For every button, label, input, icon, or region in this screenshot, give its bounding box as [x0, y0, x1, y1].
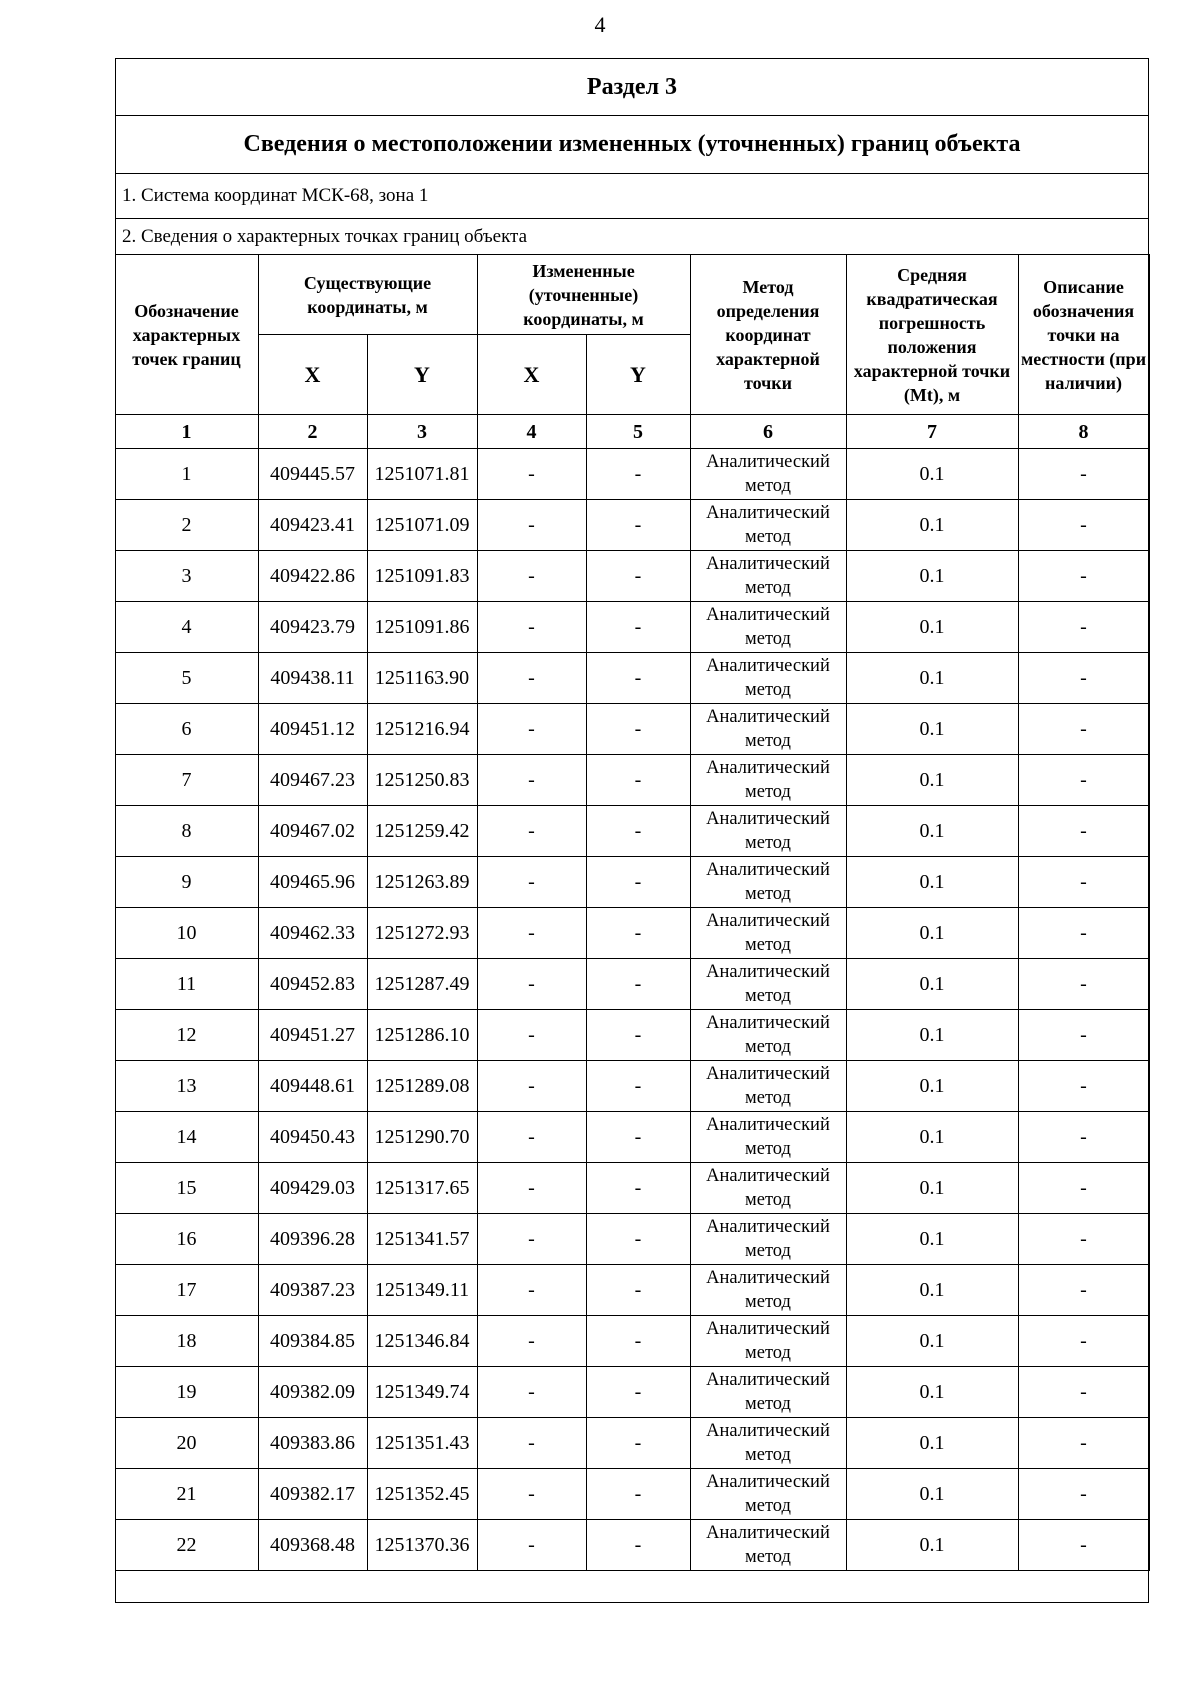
method-cell: Аналитический метод [690, 1112, 846, 1163]
point-number-cell: 2 [115, 500, 258, 551]
changed-y-cell: - [586, 959, 690, 1010]
changed-x-cell: - [477, 1010, 586, 1061]
existing-y-cell: 1251071.09 [367, 500, 477, 551]
error-cell: 0.1 [846, 551, 1018, 602]
method-cell: Аналитический метод [690, 449, 846, 500]
existing-y-cell: 1251272.93 [367, 908, 477, 959]
description-cell: - [1018, 959, 1149, 1010]
description-cell: - [1018, 1520, 1149, 1571]
changed-y-cell: - [586, 908, 690, 959]
changed-x-cell: - [477, 959, 586, 1010]
header-designation: Обозначение характерных точек границ [115, 255, 258, 415]
changed-y-cell: - [586, 1214, 690, 1265]
existing-x-cell: 409423.79 [258, 602, 367, 653]
existing-y-cell: 1251349.74 [367, 1367, 477, 1418]
table-row [115, 704, 1149, 755]
column-number: 5 [586, 415, 690, 449]
point-number-cell: 19 [115, 1367, 258, 1418]
point-number-cell: 5 [115, 653, 258, 704]
existing-y-cell: 1251352.45 [367, 1469, 477, 1520]
table-row [115, 1010, 1149, 1061]
changed-y-cell: - [586, 755, 690, 806]
description-cell: - [1018, 1316, 1149, 1367]
changed-x-cell: - [477, 806, 586, 857]
changed-y-cell: - [586, 806, 690, 857]
point-number-cell: 1 [115, 449, 258, 500]
error-cell: 0.1 [846, 1469, 1018, 1520]
description-cell: - [1018, 1010, 1149, 1061]
changed-x-cell: - [477, 602, 586, 653]
method-cell: Аналитический метод [690, 1367, 846, 1418]
error-cell: 0.1 [846, 1163, 1018, 1214]
description-cell: - [1018, 704, 1149, 755]
existing-y-cell: 1251216.94 [367, 704, 477, 755]
existing-x-cell: 409467.02 [258, 806, 367, 857]
existing-x-cell: 409448.61 [258, 1061, 367, 1112]
changed-y-cell: - [586, 857, 690, 908]
error-cell: 0.1 [846, 755, 1018, 806]
error-cell: 0.1 [846, 908, 1018, 959]
table-row [115, 449, 1149, 500]
method-cell: Аналитический метод [690, 1520, 846, 1571]
description-cell: - [1018, 1265, 1149, 1316]
method-cell: Аналитический метод [690, 1469, 846, 1520]
point-number-cell: 18 [115, 1316, 258, 1367]
page-number: 4 [594, 12, 606, 37]
changed-x-cell: - [477, 755, 586, 806]
existing-x-cell: 409384.85 [258, 1316, 367, 1367]
existing-x-cell: 409429.03 [258, 1163, 367, 1214]
point-number-cell: 22 [115, 1520, 258, 1571]
existing-x-cell: 409450.43 [258, 1112, 367, 1163]
column-number: 1 [115, 415, 258, 449]
description-cell: - [1018, 1469, 1149, 1520]
changed-x-cell: - [477, 1214, 586, 1265]
point-number-cell: 14 [115, 1112, 258, 1163]
header-method: Метод определения координат характерной точки [690, 255, 846, 415]
changed-y-cell: - [586, 1163, 690, 1214]
existing-y-cell: 1251351.43 [367, 1418, 477, 1469]
table-row [115, 1214, 1149, 1265]
changed-x-cell: - [477, 704, 586, 755]
existing-x-cell: 409368.48 [258, 1520, 367, 1571]
method-cell: Аналитический метод [690, 653, 846, 704]
header-changed-coords: Измененные (уточненные) координаты, м [477, 255, 690, 335]
header-changed-x: X [477, 335, 586, 415]
description-cell: - [1018, 1367, 1149, 1418]
existing-y-cell: 1251091.86 [367, 602, 477, 653]
column-number: 4 [477, 415, 586, 449]
existing-x-cell: 409462.33 [258, 908, 367, 959]
method-cell: Аналитический метод [690, 755, 846, 806]
table-row [115, 1061, 1149, 1112]
changed-x-cell: - [477, 551, 586, 602]
changed-x-cell: - [477, 1520, 586, 1571]
method-cell: Аналитический метод [690, 602, 846, 653]
changed-y-cell: - [586, 1469, 690, 1520]
error-cell: 0.1 [846, 704, 1018, 755]
changed-y-cell: - [586, 1367, 690, 1418]
error-cell: 0.1 [846, 602, 1018, 653]
table-row [115, 959, 1149, 1010]
point-number-cell: 8 [115, 806, 258, 857]
error-cell: 0.1 [846, 959, 1018, 1010]
table-row [115, 857, 1149, 908]
changed-y-cell: - [586, 1112, 690, 1163]
error-cell: 0.1 [846, 1010, 1018, 1061]
changed-y-cell: - [586, 1010, 690, 1061]
changed-x-cell: - [477, 1061, 586, 1112]
existing-y-cell: 1251289.08 [367, 1061, 477, 1112]
changed-x-cell: - [477, 1418, 586, 1469]
table-row [115, 806, 1149, 857]
description-cell: - [1018, 602, 1149, 653]
header-existing-x: X [258, 335, 367, 415]
existing-y-cell: 1251341.57 [367, 1214, 477, 1265]
existing-x-cell: 409422.86 [258, 551, 367, 602]
table-row [115, 1418, 1149, 1469]
existing-x-cell: 409438.11 [258, 653, 367, 704]
existing-y-cell: 1251346.84 [367, 1316, 477, 1367]
changed-x-cell: - [477, 1316, 586, 1367]
error-cell: 0.1 [846, 1316, 1018, 1367]
table-row [115, 500, 1149, 551]
method-cell: Аналитический метод [690, 806, 846, 857]
error-cell: 0.1 [846, 653, 1018, 704]
changed-x-cell: - [477, 908, 586, 959]
table-row [115, 602, 1149, 653]
description-cell: - [1018, 449, 1149, 500]
method-cell: Аналитический метод [690, 1163, 846, 1214]
table-row [115, 1316, 1149, 1367]
section-frame [115, 58, 1149, 1603]
changed-x-cell: - [477, 449, 586, 500]
existing-y-cell: 1251349.11 [367, 1265, 477, 1316]
table-row [115, 1163, 1149, 1214]
existing-x-cell: 409451.12 [258, 704, 367, 755]
existing-x-cell: 409387.23 [258, 1265, 367, 1316]
method-cell: Аналитический метод [690, 1214, 846, 1265]
points-heading: 2. Сведения о характерных точках границ объекта [122, 226, 528, 247]
header-existing-y: Y [367, 335, 477, 415]
table-row [115, 1520, 1149, 1571]
table-row [115, 1265, 1149, 1316]
existing-y-cell: 1251259.42 [367, 806, 477, 857]
method-cell: Аналитический метод [690, 551, 846, 602]
changed-x-cell: - [477, 500, 586, 551]
description-cell: - [1018, 653, 1149, 704]
method-cell: Аналитический метод [690, 1418, 846, 1469]
existing-y-cell: 1251290.70 [367, 1112, 477, 1163]
table-body [115, 449, 1149, 1571]
changed-y-cell: - [586, 704, 690, 755]
changed-x-cell: - [477, 857, 586, 908]
method-cell: Аналитический метод [690, 1010, 846, 1061]
existing-y-cell: 1251317.65 [367, 1163, 477, 1214]
table-row [115, 908, 1149, 959]
description-cell: - [1018, 551, 1149, 602]
changed-x-cell: - [477, 1367, 586, 1418]
changed-y-cell: - [586, 653, 690, 704]
changed-y-cell: - [586, 551, 690, 602]
error-cell: 0.1 [846, 806, 1018, 857]
error-cell: 0.1 [846, 1367, 1018, 1418]
point-number-cell: 10 [115, 908, 258, 959]
changed-y-cell: - [586, 602, 690, 653]
method-cell: Аналитический метод [690, 500, 846, 551]
description-cell: - [1018, 857, 1149, 908]
point-number-cell: 17 [115, 1265, 258, 1316]
header-description: Описание обозначения точки на местности (при наличии) [1018, 255, 1149, 415]
error-cell: 0.1 [846, 500, 1018, 551]
error-cell: 0.1 [846, 1418, 1018, 1469]
method-cell: Аналитический метод [690, 959, 846, 1010]
column-number: 2 [258, 415, 367, 449]
existing-x-cell: 409465.96 [258, 857, 367, 908]
header-changed-y: Y [586, 335, 690, 415]
section-title: Раздел 3 [116, 59, 1148, 116]
changed-y-cell: - [586, 1316, 690, 1367]
existing-y-cell: 1251287.49 [367, 959, 477, 1010]
description-cell: - [1018, 1214, 1149, 1265]
point-number-cell: 3 [115, 551, 258, 602]
error-cell: 0.1 [846, 1265, 1018, 1316]
description-cell: - [1018, 908, 1149, 959]
error-cell: 0.1 [846, 1112, 1018, 1163]
table-row [115, 551, 1149, 602]
error-cell: 0.1 [846, 857, 1018, 908]
header-error: Средняя квадратическая погрешность положения характерной точки (Mt), м [846, 255, 1018, 415]
existing-x-cell: 409451.27 [258, 1010, 367, 1061]
point-number-cell: 6 [115, 704, 258, 755]
table-row [115, 653, 1149, 704]
column-number: 7 [846, 415, 1018, 449]
error-cell: 0.1 [846, 1061, 1018, 1112]
point-number-cell: 20 [115, 1418, 258, 1469]
table-row [115, 755, 1149, 806]
point-number-cell: 21 [115, 1469, 258, 1520]
changed-y-cell: - [586, 1265, 690, 1316]
boundary-points-table [115, 254, 1150, 1571]
description-cell: - [1018, 806, 1149, 857]
existing-x-cell: 409396.28 [258, 1214, 367, 1265]
existing-y-cell: 1251250.83 [367, 755, 477, 806]
description-cell: - [1018, 1112, 1149, 1163]
description-cell: - [1018, 500, 1149, 551]
changed-x-cell: - [477, 1265, 586, 1316]
existing-y-cell: 1251263.89 [367, 857, 477, 908]
table-row [115, 1469, 1149, 1520]
point-number-cell: 7 [115, 755, 258, 806]
existing-x-cell: 409423.41 [258, 500, 367, 551]
point-number-cell: 16 [115, 1214, 258, 1265]
bottom-strip [116, 1574, 1148, 1602]
changed-x-cell: - [477, 1163, 586, 1214]
point-number-cell: 4 [115, 602, 258, 653]
changed-y-cell: - [586, 1418, 690, 1469]
coordinate-system: 1. Система координат МСК-68, зона 1 [116, 174, 1148, 219]
description-cell: - [1018, 1163, 1149, 1214]
method-cell: Аналитический метод [690, 704, 846, 755]
point-number-cell: 11 [115, 959, 258, 1010]
changed-y-cell: - [586, 1520, 690, 1571]
changed-x-cell: - [477, 1469, 586, 1520]
method-cell: Аналитический метод [690, 857, 846, 908]
header-existing-coords: Существующие координаты, м [258, 255, 477, 335]
existing-x-cell: 409452.83 [258, 959, 367, 1010]
existing-y-cell: 1251370.36 [367, 1520, 477, 1571]
existing-y-cell: 1251091.83 [367, 551, 477, 602]
method-cell: Аналитический метод [690, 1061, 846, 1112]
existing-x-cell: 409383.86 [258, 1418, 367, 1469]
changed-x-cell: - [477, 653, 586, 704]
description-cell: - [1018, 755, 1149, 806]
point-number-cell: 12 [115, 1010, 258, 1061]
existing-y-cell: 1251163.90 [367, 653, 477, 704]
point-number-cell: 15 [115, 1163, 258, 1214]
column-number: 8 [1018, 415, 1149, 449]
method-cell: Аналитический метод [690, 1316, 846, 1367]
point-number-cell: 9 [115, 857, 258, 908]
description-cell: - [1018, 1061, 1149, 1112]
method-cell: Аналитический метод [690, 1265, 846, 1316]
existing-x-cell: 409467.23 [258, 755, 367, 806]
error-cell: 0.1 [846, 1520, 1018, 1571]
point-number-cell: 13 [115, 1061, 258, 1112]
changed-y-cell: - [586, 1061, 690, 1112]
existing-y-cell: 1251286.10 [367, 1010, 477, 1061]
existing-x-cell: 409445.57 [258, 449, 367, 500]
existing-x-cell: 409382.09 [258, 1367, 367, 1418]
table-row [115, 1112, 1149, 1163]
method-cell: Аналитический метод [690, 908, 846, 959]
table-row [115, 1367, 1149, 1418]
changed-y-cell: - [586, 449, 690, 500]
changed-x-cell: - [477, 1112, 586, 1163]
column-number: 3 [367, 415, 477, 449]
error-cell: 0.1 [846, 1214, 1018, 1265]
section-subtitle: Сведения о местоположении измененных (уточненных) границ объекта [116, 116, 1148, 174]
description-cell: - [1018, 1418, 1149, 1469]
column-number: 6 [690, 415, 846, 449]
existing-y-cell: 1251071.81 [367, 449, 477, 500]
existing-x-cell: 409382.17 [258, 1469, 367, 1520]
changed-y-cell: - [586, 500, 690, 551]
error-cell: 0.1 [846, 449, 1018, 500]
